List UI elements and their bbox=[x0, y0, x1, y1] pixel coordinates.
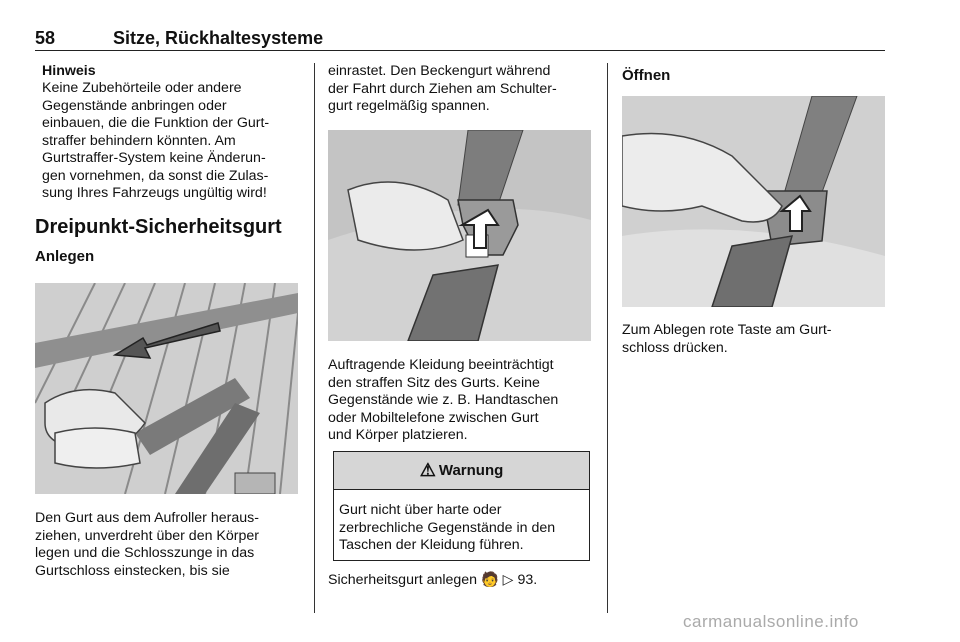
reference-line bbox=[328, 572, 593, 590]
warning-line: zerbrechliche Gegenstände in den bbox=[339, 519, 556, 536]
note-line: Keine Zubehörteile oder andere bbox=[42, 80, 242, 96]
column-divider bbox=[607, 63, 608, 613]
header-rule bbox=[35, 50, 885, 51]
warning-title: Warnung bbox=[438, 462, 504, 479]
body-line: und Körper platzieren. bbox=[328, 427, 468, 443]
column-2 bbox=[328, 63, 593, 116]
figure-belt-buckle bbox=[328, 130, 591, 341]
body-line: Den Gurt aus dem Aufroller heraus- bbox=[35, 510, 259, 526]
section-heading-open: Öffnen bbox=[622, 67, 671, 84]
body-line: ziehen, unverdreht über den Körper bbox=[35, 527, 259, 544]
body-line: Zum Ablegen rote Taste am Gurt- bbox=[622, 322, 832, 338]
warning-body bbox=[334, 490, 589, 555]
body-line: Gegenstände wie z. B. Handtaschen bbox=[328, 392, 559, 408]
note-line: gen vornehmen, da sonst die Zulas- bbox=[42, 167, 269, 184]
reference-page[interactable]: 93. bbox=[517, 572, 538, 588]
column-1-body bbox=[35, 510, 300, 580]
warning-triangle-icon: ⚠ bbox=[419, 460, 436, 480]
belt-buckle-illustration bbox=[328, 130, 591, 341]
figure-belt-release bbox=[622, 96, 885, 307]
page-header bbox=[35, 26, 885, 50]
belt-fastening-illustration bbox=[35, 283, 298, 494]
body-line: schloss drücken. bbox=[622, 339, 728, 356]
body-line: einrastet. Den Beckengurt während bbox=[328, 63, 551, 79]
note-title: Hinweis bbox=[42, 63, 96, 79]
belt-release-illustration bbox=[622, 96, 885, 307]
page-number: 58 bbox=[35, 28, 56, 48]
column-2-body bbox=[328, 357, 593, 445]
chapter-title: Sitze, Rückhaltesysteme bbox=[113, 28, 324, 48]
body-line: Auftragende Kleidung beeinträchtigt bbox=[328, 357, 554, 373]
warning-header bbox=[334, 452, 589, 490]
warning-box bbox=[333, 451, 590, 561]
figure-belt-fastening bbox=[35, 283, 298, 494]
subsection-heading: Anlegen bbox=[35, 247, 95, 265]
column-3 bbox=[622, 63, 887, 86]
body-line: gurt regelmäßig spannen. bbox=[328, 98, 490, 114]
body-line: oder Mobiltelefone zwischen Gurt bbox=[328, 409, 539, 426]
reference-paragraph bbox=[328, 572, 593, 590]
body-line: der Fahrt durch Ziehen am Schulter- bbox=[328, 80, 557, 97]
note-line: einbauen, die die Funktion der Gurt- bbox=[42, 115, 270, 131]
warning-line: Gurt nicht über harte oder bbox=[339, 502, 502, 518]
column-3-body bbox=[622, 322, 887, 357]
section-heading: Dreipunkt-Sicherheitsgurt bbox=[35, 215, 282, 238]
note-line: sung Ihres Fahrzeugs ungültig wird! bbox=[42, 185, 267, 201]
column-divider bbox=[314, 63, 315, 613]
page-reference-arrow-icon: ▷ bbox=[502, 572, 514, 588]
body-line: legen und die Schlosszunge in das bbox=[35, 545, 255, 561]
reference-text: Sicherheitsgurt anlegen bbox=[328, 572, 478, 588]
seatbelt-person-icon: 🧑 bbox=[481, 572, 499, 588]
note-line: Gurtstraffer-System keine Änderun- bbox=[42, 150, 266, 166]
column-1 bbox=[35, 63, 300, 267]
note-block bbox=[35, 63, 300, 203]
watermark: carmanualsonline.info bbox=[683, 612, 859, 631]
body-line: den straffen Sitz des Gurts. Keine bbox=[328, 374, 540, 391]
note-line: Gegenstände anbringen oder bbox=[42, 97, 227, 114]
body-line: Gurtschloss einstecken, bis sie bbox=[35, 562, 230, 579]
note-line: straffer behindern könnten. Am bbox=[42, 132, 236, 149]
warning-line: Taschen der Kleidung führen. bbox=[339, 537, 524, 553]
